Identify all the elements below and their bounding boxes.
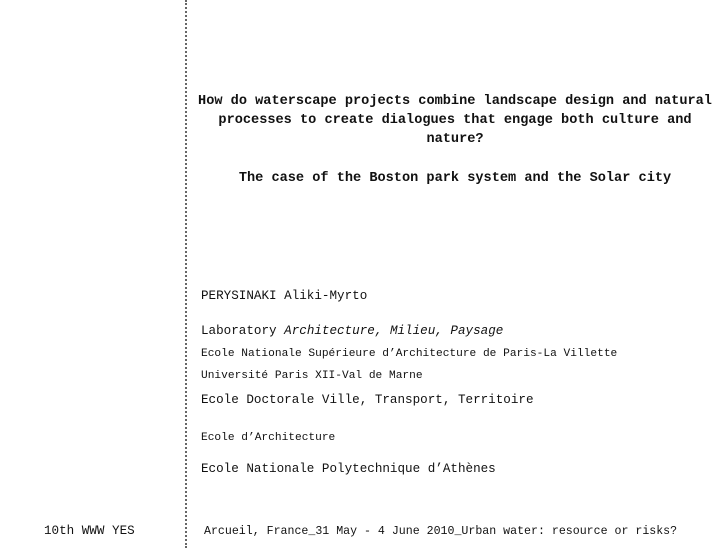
affiliation-doctoral-school: Ecole Doctorale Ville, Transport, Territoire (201, 393, 534, 407)
footer-event-label: 10th WWW YES (44, 524, 135, 538)
title-block (192, 92, 718, 188)
vertical-dotted-divider (185, 0, 187, 548)
laboratory-line (201, 324, 503, 338)
affiliation-school-architecture: Ecole d’Architecture (201, 432, 336, 444)
laboratory-name: Architecture, Milieu, Paysage (284, 324, 504, 338)
laboratory-prefix: Laboratory (201, 324, 277, 338)
author-name: PERYSINAKI Aliki-Myrto (201, 289, 368, 303)
affiliation-ensa-paris: Ecole Nationale Supérieure d’Architecture de Paris-La Villette (201, 348, 618, 360)
presentation-title: How do waterscape projects combine landscape design and natural processes to create dialogues that engage both culture and nature? (198, 94, 712, 147)
presentation-subtitle: The case of the Boston park system and the Solar city (238, 171, 672, 186)
footer-conference-info: Arcueil, France_31 May - 4 June 2010_Urban water: resource or risks? (204, 525, 678, 538)
affiliation-polytechnic: Ecole Nationale Polytechnique d’Athènes (201, 462, 496, 476)
affiliation-university: Université Paris XII-Val de Marne (201, 370, 423, 382)
